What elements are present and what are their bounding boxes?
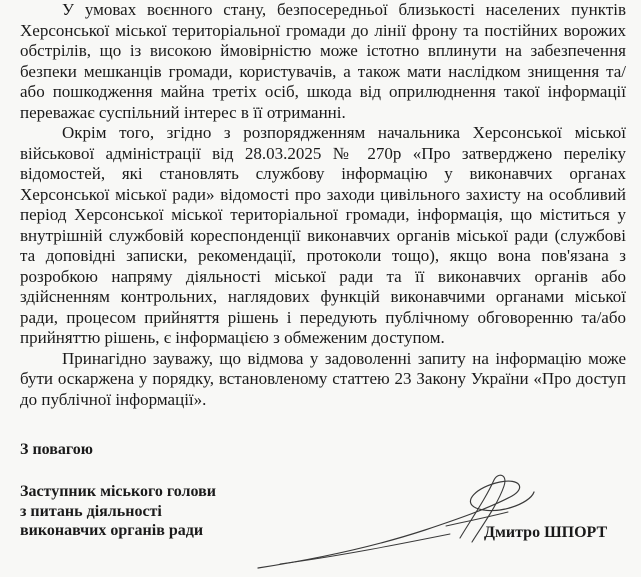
paragraph-service-information: Окрім того, згідно з розпорядженням начальника Херсонської міської військової адміністрації від 28.03.2025 № 270р «Про затверджено переліку відомостей, які становлять службову інформацію у виконавчих органах Херсонської міської ради» відомості про заходи цивільного захисту на особливий період Херсонської міської територіальної громади, інформація, що міститься у внутрішній службовій кореспонденції виконавчих органів міської ради (службові та доповідні записки, рекомендації, протоколи тощо), якщо вона пов'язана з розробкою напряму діяльності міської ради та її виконавчих органів або здійсненням контрольних, наглядових функцій виконавчими органами міської ради, процесом прийняття рішень і передують публічному обговоренню та/або прийняттю рішень, є інформацією з обмеженим доступом. [20,123,626,347]
signer-name: Дмитро ШПОРТ [484,524,608,541]
handwritten-signature [250,468,540,577]
position-line-2: з питань діяльності [20,502,162,520]
paragraph-martial-law: У умовах воєнного стану, безпосередньої близькості населених пунктів Херсонської міської територіальної громади до лінії фрону та постійних ворожих обстрілів, що із високою ймовірністю може істотно вплинути на забезпечення безпеки мешканців громади, користувачів, а також мати наслідком знищення та/або пошкодження майна третіх осіб, шкода від оприлюднення такої інформації переважає суспільний інтерес в її отриманні. [20,0,626,122]
position-line-3: виконавчих органів ради [20,522,204,539]
letter-body [20,0,626,410]
signer-position [20,482,216,541]
closing-greeting: З повагою [20,441,93,458]
paragraph-appeal-notice: Принагідно зауважу, що відмова у задоволенні запиту на інформацію може бути оскаржена у порядку, встановленому статтею 23 Закону України «Про доступ до публічної інформації». [20,348,626,409]
position-line-1: Заступник міського голови [20,483,216,500]
